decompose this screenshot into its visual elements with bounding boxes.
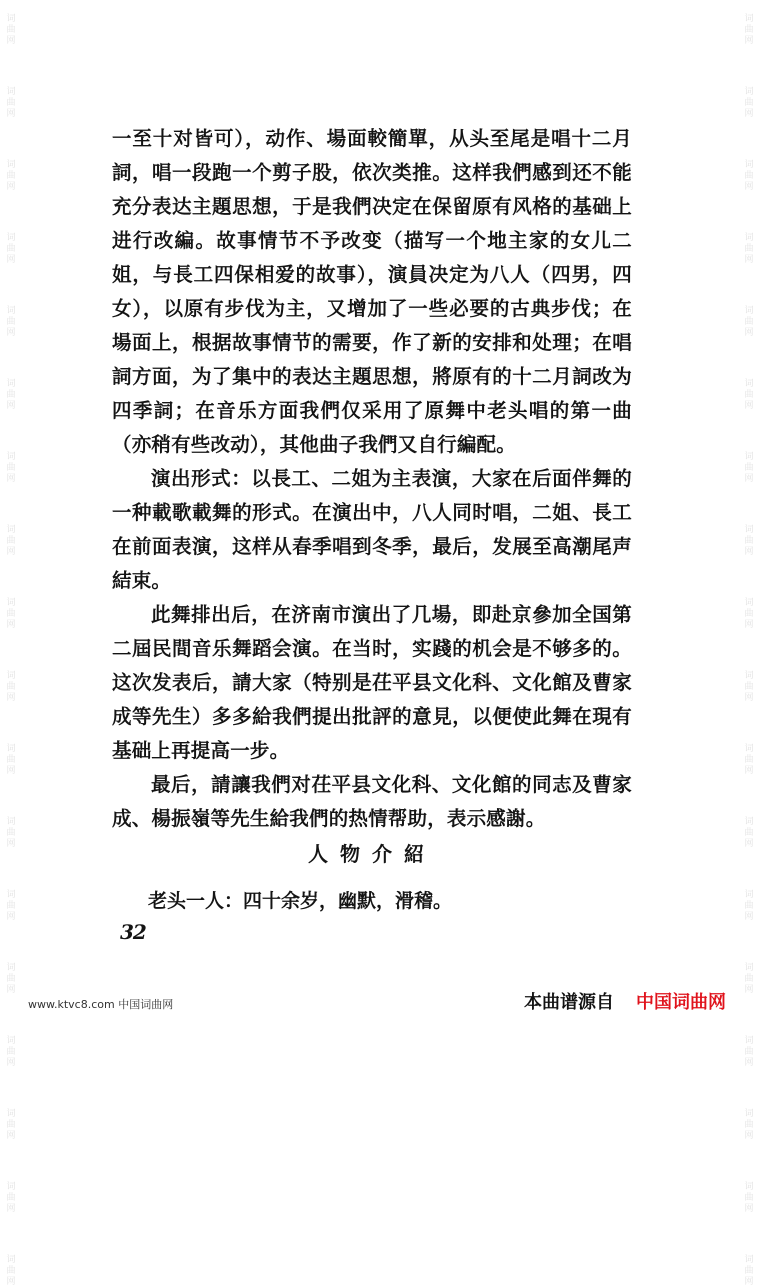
watermark-char: 曲 — [744, 1047, 754, 1057]
watermark-char: 网 — [744, 766, 754, 776]
watermark-char: 曲 — [6, 98, 16, 108]
watermark-char: 曲 — [744, 901, 754, 911]
watermark-char: 词 — [744, 890, 754, 900]
watermark-char: 网 — [744, 547, 754, 557]
watermark-char: 词 — [6, 14, 16, 24]
footer-site-link[interactable]: www.ktvc8.com 中国词曲网 — [28, 998, 174, 1011]
watermark-group — [6, 1255, 15, 1288]
watermark-char: 词 — [744, 1182, 754, 1192]
watermark-char: 词 — [744, 671, 754, 681]
watermark-char: 网 — [6, 766, 16, 776]
watermark-char: 网 — [744, 109, 754, 119]
watermark-char: 曲 — [6, 244, 16, 254]
watermark-char: 曲 — [744, 463, 754, 473]
section-heading-characters: 人物介紹 — [308, 842, 436, 866]
watermark-group — [744, 1109, 753, 1142]
watermark-char: 词 — [744, 1109, 754, 1119]
watermark-group — [6, 963, 15, 996]
watermark-char: 词 — [744, 744, 754, 754]
watermark-char: 网 — [744, 620, 754, 630]
watermark-char: 词 — [6, 1182, 16, 1192]
watermark-group — [6, 1036, 15, 1069]
watermark-char: 词 — [6, 744, 16, 754]
watermark-char: 网 — [6, 1058, 16, 1068]
watermark-char: 曲 — [6, 682, 16, 692]
watermark-group — [744, 598, 753, 631]
watermark-char: 曲 — [744, 25, 754, 35]
watermark-group — [744, 671, 753, 704]
watermark-char: 词 — [6, 671, 16, 681]
watermark-char: 词 — [744, 160, 754, 170]
watermark-char: 网 — [6, 255, 16, 265]
watermark-group — [744, 306, 753, 339]
watermark-char: 词 — [6, 233, 16, 243]
watermark-char: 词 — [744, 87, 754, 97]
watermark-char: 曲 — [6, 828, 16, 838]
watermark-char: 网 — [6, 1131, 16, 1141]
footer-source-label: 本曲谱源自 — [524, 992, 614, 1013]
watermark-char: 词 — [6, 379, 16, 389]
watermark-char: 曲 — [6, 1266, 16, 1276]
watermark-char: 词 — [6, 1255, 16, 1265]
watermark-group — [6, 379, 15, 412]
watermark-char: 网 — [744, 1058, 754, 1068]
watermark-char: 曲 — [6, 901, 16, 911]
watermark-char: 网 — [6, 620, 16, 630]
watermark-char: 网 — [744, 693, 754, 703]
watermark-char: 词 — [744, 233, 754, 243]
watermark-char: 词 — [6, 598, 16, 608]
document-body — [112, 122, 632, 836]
watermark-char: 曲 — [6, 1120, 16, 1130]
watermark-group — [6, 744, 15, 777]
watermark-char: 网 — [6, 912, 16, 922]
watermark-char: 词 — [6, 817, 16, 827]
watermark-group — [6, 14, 15, 47]
watermark-char: 网 — [6, 36, 16, 46]
watermark-group — [744, 817, 753, 850]
left-watermark-strip — [2, 0, 20, 1287]
watermark-char: 词 — [6, 1036, 16, 1046]
watermark-char: 词 — [744, 306, 754, 316]
watermark-char: 网 — [6, 547, 16, 557]
watermark-group — [744, 963, 753, 996]
watermark-char: 网 — [6, 839, 16, 849]
watermark-char: 词 — [6, 963, 16, 973]
watermark-char: 网 — [6, 1204, 16, 1214]
watermark-char: 曲 — [6, 1193, 16, 1203]
watermark-char: 词 — [744, 14, 754, 24]
watermark-group — [744, 1255, 753, 1288]
watermark-char: 曲 — [6, 536, 16, 546]
watermark-char: 网 — [6, 474, 16, 484]
watermark-char: 曲 — [6, 171, 16, 181]
watermark-char: 网 — [744, 912, 754, 922]
watermark-char: 网 — [744, 36, 754, 46]
watermark-group — [744, 14, 753, 47]
watermark-char: 曲 — [6, 463, 16, 473]
watermark-char: 词 — [744, 1255, 754, 1265]
watermark-char: 曲 — [744, 974, 754, 984]
watermark-group — [6, 817, 15, 850]
watermark-group — [6, 890, 15, 923]
watermark-group — [744, 452, 753, 485]
watermark-char: 曲 — [6, 317, 16, 327]
watermark-group — [744, 890, 753, 923]
watermark-char: 曲 — [6, 390, 16, 400]
watermark-char: 网 — [744, 401, 754, 411]
watermark-char: 网 — [6, 401, 16, 411]
watermark-char: 曲 — [6, 609, 16, 619]
watermark-char: 网 — [744, 1277, 754, 1287]
watermark-group — [6, 160, 15, 193]
watermark-char: 网 — [744, 839, 754, 849]
watermark-char: 曲 — [744, 609, 754, 619]
watermark-group — [6, 525, 15, 558]
character-description: 老头一人：四十余岁，幽默，滑稽。 — [148, 890, 453, 912]
watermark-char: 网 — [6, 109, 16, 119]
watermark-char: 词 — [744, 452, 754, 462]
watermark-char: 曲 — [744, 828, 754, 838]
watermark-char: 词 — [6, 87, 16, 97]
watermark-group — [6, 1109, 15, 1142]
watermark-char: 词 — [744, 598, 754, 608]
watermark-char: 网 — [6, 182, 16, 192]
watermark-char: 网 — [744, 1131, 754, 1141]
right-watermark-strip — [740, 0, 758, 1287]
watermark-char: 曲 — [744, 755, 754, 765]
watermark-group — [744, 87, 753, 120]
watermark-group — [6, 452, 15, 485]
watermark-group — [744, 1036, 753, 1069]
footer-source — [524, 988, 726, 1014]
watermark-char: 曲 — [744, 171, 754, 181]
watermark-char: 网 — [744, 255, 754, 265]
watermark-char: 网 — [744, 182, 754, 192]
watermark-char: 曲 — [6, 25, 16, 35]
watermark-char: 曲 — [744, 1266, 754, 1276]
watermark-group — [744, 525, 753, 558]
watermark-char: 词 — [6, 452, 16, 462]
watermark-group — [744, 379, 753, 412]
watermark-char: 词 — [744, 963, 754, 973]
watermark-char: 词 — [744, 525, 754, 535]
watermark-group — [6, 598, 15, 631]
watermark-group — [6, 87, 15, 120]
paragraph-continuation: 一至十对皆可），动作、場面較簡單，从头至尾是唱十二月詞，唱一段跑一个剪子股，依次类推。这样我們感到还不能充分表达主題思想，于是我們决定在保留原有风格的基础上进行改編。故事情节不予改变（描写一个地主家的女儿二姐，与長工四保相爱的故事），演員决定为八人（四男，四女），以原有步伐为主，又增加了一些必要的古典步伐；在場面上，根据故事情节的需要，作了新的安排和处理；在唱詞方面，为了集中的表达主題思想，將原有的十二月詞改为四季詞；在音乐方面我們仅采用了原舞中老头唱的第一曲（亦稍有些改动），其他曲子我們又自行編配。 — [112, 127, 632, 456]
watermark-char: 网 — [744, 328, 754, 338]
watermark-group — [744, 1182, 753, 1215]
watermark-group — [6, 306, 15, 339]
watermark-char: 网 — [6, 693, 16, 703]
watermark-char: 词 — [744, 379, 754, 389]
watermark-char: 曲 — [744, 1120, 754, 1130]
watermark-char: 曲 — [6, 1047, 16, 1057]
watermark-group — [6, 1182, 15, 1215]
footer-brand-link[interactable]: 中国词曲网 — [636, 992, 726, 1013]
watermark-char: 词 — [6, 525, 16, 535]
watermark-char: 曲 — [6, 755, 16, 765]
watermark-char: 词 — [744, 817, 754, 827]
watermark-char: 曲 — [744, 682, 754, 692]
watermark-char: 曲 — [744, 536, 754, 546]
paragraph-performance-form: 演出形式：以長工、二姐为主表演，大家在后面伴舞的一种載歌載舞的形式。在演出中，八人同时唱，二姐、長工在前面表演，这样从春季唱到冬季，最后，发展至高潮尾声結束。 — [112, 467, 632, 592]
watermark-char: 曲 — [6, 974, 16, 984]
watermark-group — [6, 671, 15, 704]
watermark-char: 词 — [6, 160, 16, 170]
watermark-group — [744, 233, 753, 266]
watermark-char: 词 — [6, 1109, 16, 1119]
page-number: 32 — [120, 920, 146, 944]
watermark-group — [6, 233, 15, 266]
watermark-char: 网 — [744, 474, 754, 484]
watermark-char: 词 — [744, 1036, 754, 1046]
watermark-char: 曲 — [744, 98, 754, 108]
watermark-char: 曲 — [744, 390, 754, 400]
watermark-char: 网 — [744, 1204, 754, 1214]
watermark-char: 网 — [744, 985, 754, 995]
watermark-char: 曲 — [744, 1193, 754, 1203]
watermark-char: 词 — [6, 890, 16, 900]
watermark-char: 曲 — [744, 317, 754, 327]
watermark-char: 网 — [6, 1277, 16, 1287]
watermark-char: 网 — [6, 985, 16, 995]
watermark-char: 网 — [6, 328, 16, 338]
watermark-group — [744, 160, 753, 193]
watermark-group — [744, 744, 753, 777]
watermark-char: 词 — [6, 306, 16, 316]
paragraph-after-premiere: 此舞排出后，在济南市演出了几場，即赴京參加全国第二屆民間音乐舞蹈会演。在当时，实踐的机会是不够多的。这次发表后，請大家（特别是茌平县文化科、文化館及曹家成等先生）多多給我們提出批評的意見，以便使此舞在現有基础上再提高一步。 — [112, 603, 632, 762]
watermark-char: 曲 — [744, 244, 754, 254]
paragraph-acknowledgement: 最后，請讓我們对茌平县文化科、文化館的同志及曹家成、楊振嶺等先生給我們的热情帮助，表示感謝。 — [112, 773, 632, 830]
